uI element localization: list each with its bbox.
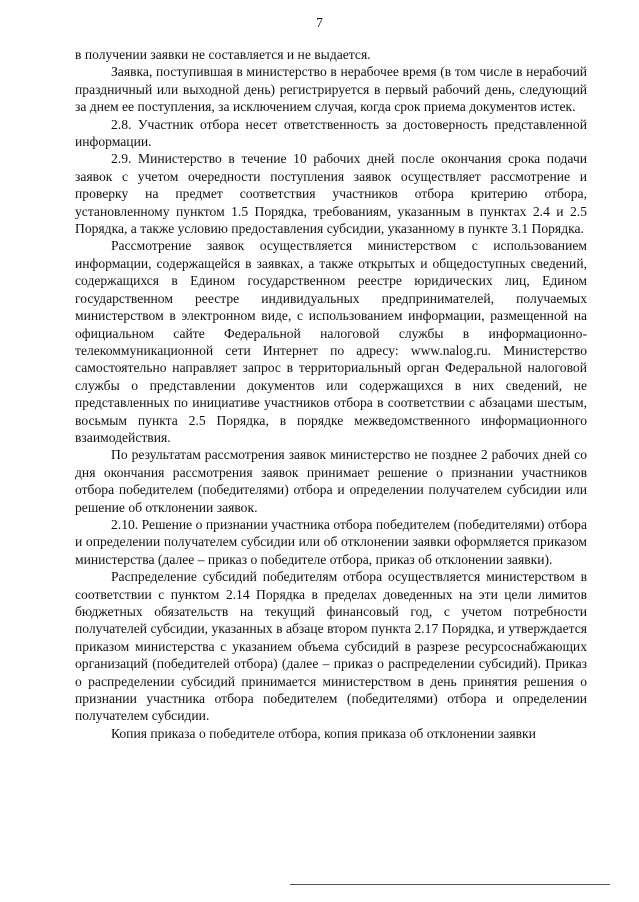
paragraph: 2.10. Решение о признании участника отбора победителем (победителями) отбора и определении получателем субсидии или об отклонении заявки оформляется приказом министерства (далее – приказ о победителе отбора, приказ об отклонении заявки).	[75, 516, 587, 567]
paragraph: в получении заявки не составляется и не выдается.	[75, 47, 371, 62]
paragraph: Заявка, поступившая в министерство в нерабочее время (в том числе в нерабочий праздничный или выходной день) регистрируется в первый рабочий день, следующий за днем ее поступления, за исключением случая, когда срок приема документов истек.	[75, 64, 587, 115]
paragraph: Распределение субсидий победителям отбора осуществляется министерством в соответствии с пунктом 2.14 Порядка в пределах доведенных на эти цели лимитов бюджетных обязательств на текущий финансовый год, с учетом потребности получателей субсидии, указанных в абзаце втором пункта 2.17 Порядка, и утверждается приказом министерства с указанием объема субсидий в разрезе ресурсоснабжающих организаций (победителей отбора) (далее – приказ о распределении субсидий). Приказ о распределении субсидий принимается министерством в день принятия решения о признании участника отбора победителем (победителями) отбора и определении получателем субсидии.	[75, 569, 587, 724]
paragraph: 2.8. Участник отбора несет ответственность за достоверность представленной информации.	[75, 116, 587, 150]
paragraph: Рассмотрение заявок осуществляется министерством с использованием информации, содержащейся в заявках, а также открытых и общедоступных сведений, содержащихся в Едином государственном реестре юридических лиц, Едином государственном реестре индивидуальных предпринимателей, получаемых министерством в электронном виде, с использованием информации, размещенной на официальном сайте Федеральной налоговой службы в информационно-телекоммуникационной сети Интернет по адресу: www.nalog.ru. Министерство самостоятельно направляет запрос в территориальный орган Федеральной налоговой службы о представлении документов или содержащихся в них сведений, не представленных по инициативе участников отбора в соответствии с абзацами шестым, восьмым пункта 2.5 Порядка, в порядке межведомственного информационного взаимодействия.	[75, 238, 587, 445]
footer-rule	[290, 884, 610, 885]
page-number: 7	[316, 15, 323, 30]
paragraph: Копия приказа о победителе отбора, копия приказа об отклонении заявки	[111, 725, 536, 741]
document-body	[75, 46, 587, 742]
paragraph: 2.9. Министерство в течение 10 рабочих дней после окончания срока подачи заявок с учетом очередности поступления заявок осуществляет рассмотрение и проверку на предмет соответствия участников отбора критерию отбора, установленному пунктом 1.5 Порядка, требованиям, указанным в пунктах 2.4 и 2.5 Порядка, а также условию предоставления субсидии, указанному в пункте 3.1 Порядка.	[75, 151, 587, 237]
paragraph: По результатам рассмотрения заявок министерство не позднее 2 рабочих дней со дня окончания рассмотрения заявок принимает решение о признании участников отбора победителем (победителями) отбора и определении получателем субсидии или решение об отклонении заявок.	[75, 447, 587, 515]
